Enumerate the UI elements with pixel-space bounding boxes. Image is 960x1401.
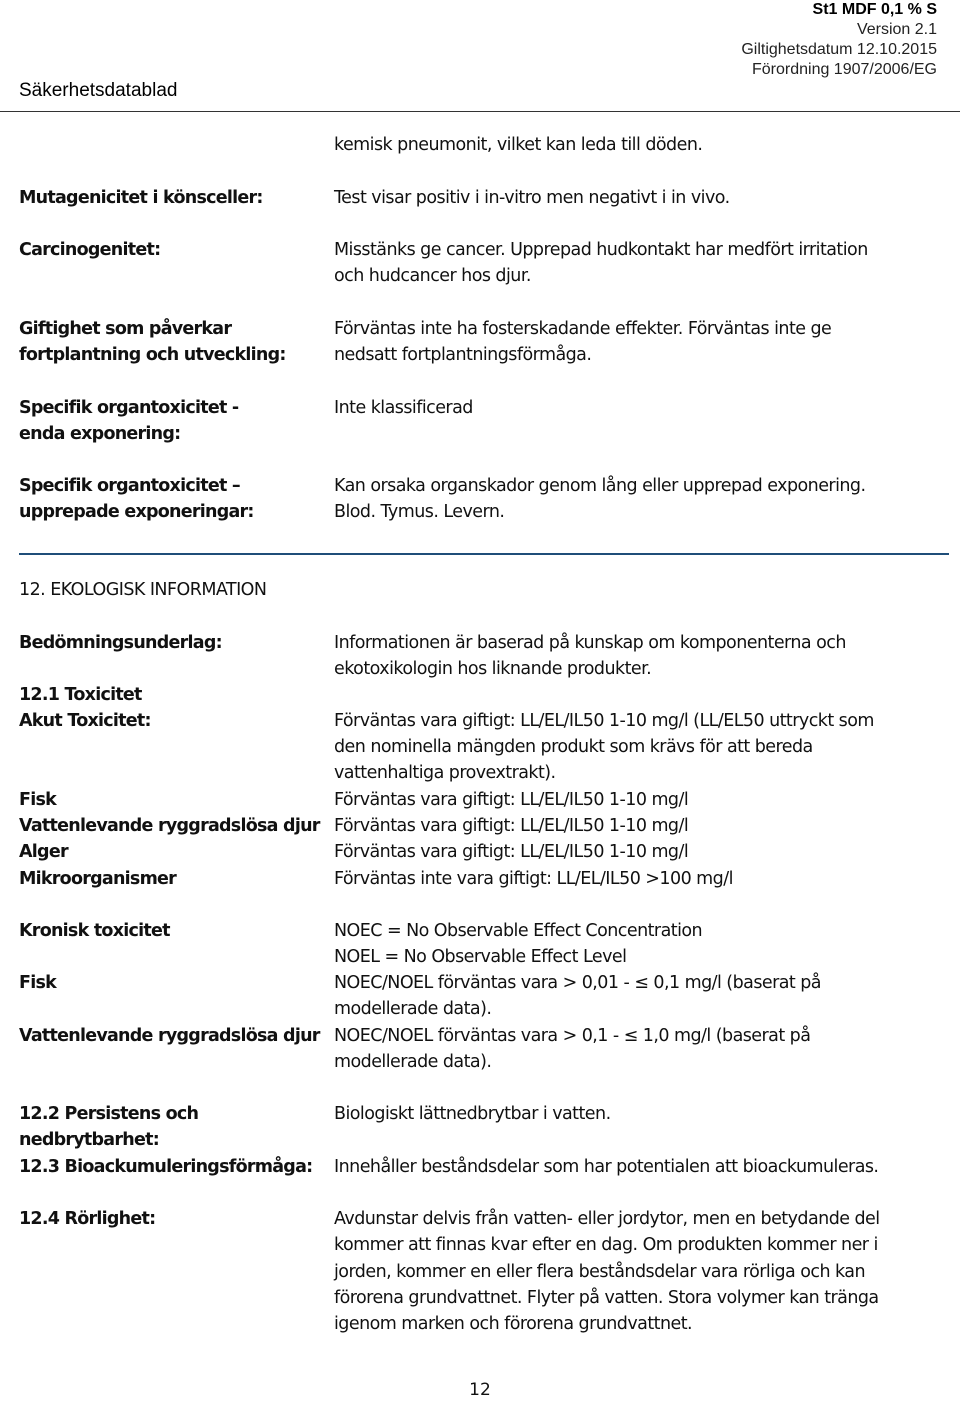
micro-label: Mikroorganismer — [19, 869, 177, 889]
invert-label: Vattenlevande ryggradslösa djur — [19, 816, 320, 836]
acute-value-3: vattenhaltiga provextrakt). — [334, 763, 556, 783]
carcino-value-1: Misstänks ge cancer. Upprepad hudkontakt har medfört irritation — [334, 240, 868, 260]
fish-label: Fisk — [19, 790, 57, 810]
regulation: Förordning 1907/2006/EG — [751, 61, 937, 78]
stot-se-label-1: Specifik organtoxicitet - — [19, 398, 239, 418]
mobility-value-5: igenom marken och förorena grundvattnet. — [334, 1314, 693, 1334]
mobility-value-1: Avdunstar delvis från vatten- eller jordytor, men en betydande del — [334, 1209, 880, 1229]
stot-re-label-2: upprepade exponeringar: — [19, 502, 254, 522]
carcino-label: Carcinogenitet: — [19, 240, 161, 260]
chronic-invert-value-2: modellerade data). — [334, 1052, 492, 1072]
repro-label-2: fortplantning och utveckling: — [19, 345, 286, 365]
document-version: Version 2.1 — [856, 21, 937, 38]
chronic-invert-value-1: NOEC/NOEL förväntas vara > 0,1 - ≤ 1,0 mg/l (baserat på — [334, 1026, 811, 1046]
basis-value-2: ekotoxikologin hos liknande produkter. — [334, 659, 652, 679]
persist-label-1: 12.2 Persistens och — [19, 1104, 199, 1124]
acute-value-1: Förväntas vara giftigt: LL/EL/IL50 1-10 mg/l (LL/EL50 uttryckt som — [334, 711, 874, 731]
persist-label-2: nedbrytbarhet: — [19, 1130, 159, 1150]
algae-label: Alger — [19, 842, 68, 862]
document-id: St1 MDF 0,1 % S — [812, 1, 937, 18]
mobility-label: 12.4 Rörlighet: — [19, 1209, 156, 1229]
chronic-fish-value-2: modellerade data). — [334, 999, 492, 1019]
section-divider — [19, 553, 949, 555]
mutagen-value: Test visar positiv i in-vitro men negativt i in vivo. — [334, 188, 730, 208]
chronic-fish-value-1: NOEC/NOEL förväntas vara > 0,01 - ≤ 0,1 mg/l (baserat på — [334, 973, 821, 993]
document-title: Säkerhetsdatablad — [19, 80, 178, 101]
stot-se-value: Inte klassificerad — [334, 398, 473, 418]
noec-definition: NOEC = No Observable Effect Concentration — [334, 921, 703, 941]
stot-re-value-1: Kan orsaka organskador genom lång eller upprepad exponering. — [334, 476, 866, 496]
chronic-label: Kronisk toxicitet — [19, 921, 170, 941]
repro-label-1: Giftighet som påverkar — [19, 319, 232, 339]
document-meta — [741, 0, 937, 80]
section-title: 12. EKOLOGISK INFORMATION — [19, 580, 267, 600]
mobility-value-2: kommer att finnas kvar efter en dag. Om produkten kommer ner i — [334, 1235, 878, 1255]
stot-re-value-2: Blod. Tymus. Levern. — [334, 502, 505, 522]
bioacc-value: Innehåller beståndsdelar som har potentialen att bioackumuleras. — [334, 1157, 879, 1177]
carcino-value-2: och hudcancer hos djur. — [334, 266, 531, 286]
mobility-value-4: förorena grundvattnet. Flyter på vatten. Stora volymer kan tränga — [334, 1288, 879, 1308]
algae-value: Förväntas vara giftigt: LL/EL/IL50 1-10 mg/l — [334, 842, 689, 862]
acute-value-2: den nominella mängden produkt som krävs för att bereda — [334, 737, 813, 757]
mobility-value-3: jorden, kommer en eller flera beståndsdelar vara rörliga och kan — [334, 1262, 866, 1282]
mutagen-label: Mutagenicitet i könsceller: — [19, 188, 263, 208]
bioacc-label: 12.3 Bioackumuleringsförmåga: — [19, 1157, 313, 1177]
repro-value-1: Förväntas inte ha fosterskadande effekter. Förväntas inte ge — [334, 319, 832, 339]
basis-value-1: Informationen är baserad på kunskap om komponenterna och — [334, 633, 846, 653]
chronic-fish-label: Fisk — [19, 973, 57, 993]
noel-definition: NOEL = No Observable Effect Level — [334, 947, 627, 967]
toxicity-heading: 12.1 Toxicitet — [19, 685, 142, 705]
basis-label: Bedömningsunderlag: — [19, 633, 222, 653]
valid-date: Giltighetsdatum 12.10.2015 — [741, 41, 937, 58]
tox-continuation: kemisk pneumonit, vilket kan leda till döden. — [334, 135, 703, 155]
stot-se-label-2: enda exponering: — [19, 424, 181, 444]
repro-value-2: nedsatt fortplantningsförmåga. — [334, 345, 592, 365]
stot-re-label-1: Specifik organtoxicitet – — [19, 476, 240, 496]
page-number: 12 — [469, 1380, 491, 1400]
micro-value: Förväntas inte vara giftigt: LL/EL/IL50 >100 mg/l — [334, 869, 733, 889]
fish-value: Förväntas vara giftigt: LL/EL/IL50 1-10 mg/l — [334, 790, 689, 810]
invert-value: Förväntas vara giftigt: LL/EL/IL50 1-10 mg/l — [334, 816, 689, 836]
header-divider — [0, 111, 960, 112]
chronic-invert-label: Vattenlevande ryggradslösa djur — [19, 1026, 320, 1046]
persist-value: Biologiskt lättnedbrytbar i vatten. — [334, 1104, 611, 1124]
acute-label: Akut Toxicitet: — [19, 711, 151, 731]
